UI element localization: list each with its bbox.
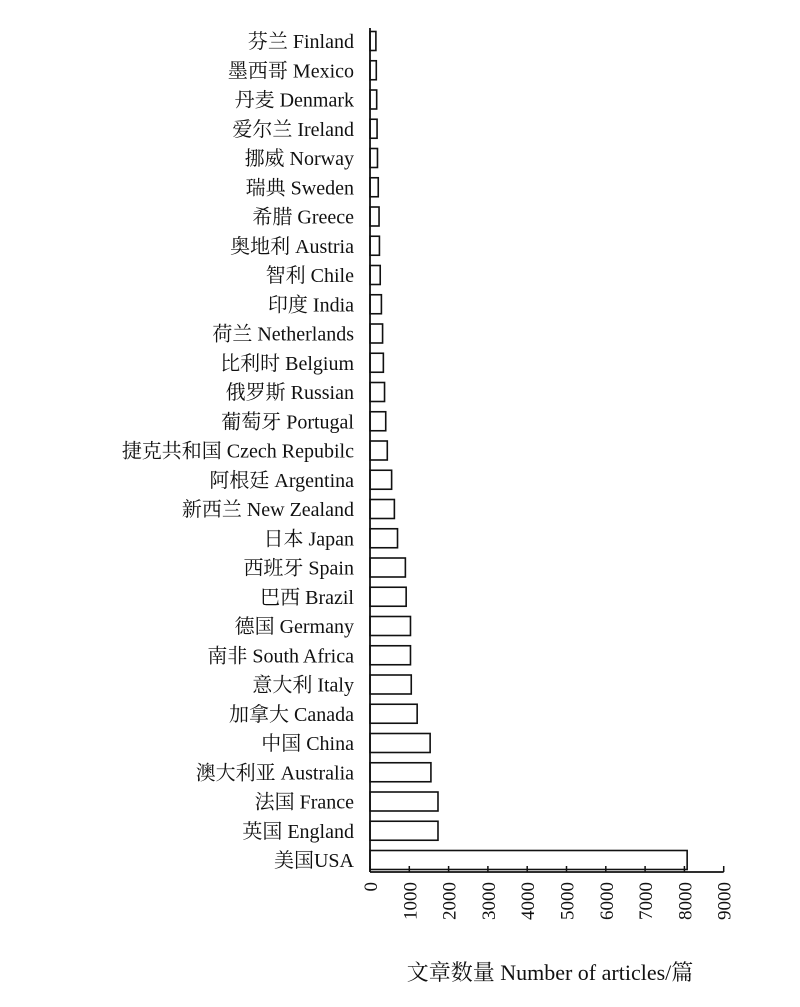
category-label: 加拿大 Canada: [229, 703, 354, 726]
bar: [370, 734, 430, 753]
category-label: 墨西哥 Mexico: [227, 60, 354, 83]
x-axis-title: 文章数量 Number of articles/篇: [406, 960, 694, 985]
axes: [361, 28, 736, 920]
category-label: 英国 England: [242, 820, 354, 843]
bar: [370, 851, 687, 870]
category-label: 西班牙 Spain: [243, 557, 354, 580]
category-label: 芬兰 Finland: [247, 31, 354, 53]
bar: [370, 558, 405, 577]
bar: [370, 441, 387, 460]
bar: [370, 353, 383, 372]
bar: [370, 470, 392, 489]
x-tick-label: 0: [361, 882, 382, 892]
category-label: 瑞典 Sweden: [245, 177, 354, 200]
category-label: 挪威 Norway: [244, 148, 354, 170]
category-label: 巴西 Brazil: [260, 586, 354, 609]
category-label: 新西兰 New Zealand: [181, 499, 354, 521]
bar: [370, 61, 376, 80]
bar: [370, 587, 406, 606]
x-tick-label: 7000: [636, 882, 658, 920]
category-label: 日本 Japan: [263, 528, 354, 551]
category-label: 俄罗斯 Russian: [225, 382, 354, 404]
bar: [370, 529, 398, 548]
bar: [370, 383, 385, 402]
category-label: 印度 India: [267, 294, 354, 317]
x-tick-label: 9000: [714, 882, 736, 920]
category-label: 比利时 Belgium: [220, 352, 354, 375]
bar: [370, 500, 394, 519]
category-labels: [122, 30, 355, 872]
x-tick-label: 5000: [557, 882, 579, 920]
category-label: 阿根廷 Argentina: [209, 469, 354, 492]
category-label: 荷兰 Netherlands: [212, 323, 354, 346]
bar: [370, 821, 438, 840]
bar: [370, 236, 379, 255]
category-label: 奥地利 Austria: [230, 235, 354, 258]
bar: [370, 90, 377, 109]
bar: [370, 119, 377, 138]
bars-layer: [370, 32, 687, 870]
bar: [370, 266, 380, 285]
x-tick-label: 3000: [478, 882, 500, 920]
x-tick-label: 2000: [439, 882, 461, 920]
bar: [370, 792, 438, 811]
category-label: 南非 South Africa: [207, 645, 354, 668]
x-tick-label: 1000: [400, 882, 422, 920]
category-label: 澳大利亚 Australia: [195, 762, 354, 785]
category-label: 丹麦 Denmark: [234, 89, 354, 112]
category-label: 捷克共和国 Czech Repubilc: [121, 440, 354, 463]
x-tick-label: 8000: [675, 882, 697, 920]
category-label: 意大利 Italy: [252, 674, 354, 697]
bar: [370, 178, 378, 197]
bar: [370, 617, 410, 636]
bar: [370, 763, 431, 782]
bar: [370, 675, 411, 694]
bar: [370, 646, 410, 665]
bar: [370, 324, 383, 343]
bar: [370, 295, 381, 314]
category-label: 法国 France: [254, 791, 354, 814]
category-label: 中国 China: [261, 733, 354, 755]
bar: [370, 149, 377, 168]
category-label: 希腊 Greece: [252, 206, 354, 229]
category-label: 爱尔兰 Ireland: [232, 118, 354, 141]
bar: [370, 412, 386, 431]
x-tick-label: 6000: [596, 882, 618, 920]
category-label: 美国USA: [273, 850, 354, 872]
category-label: 智利 Chile: [265, 265, 354, 287]
category-label: 德国 Germany: [234, 616, 354, 638]
bar: [370, 207, 379, 226]
bar: [370, 704, 417, 723]
category-label: 葡萄牙 Portugal: [221, 411, 354, 434]
x-tick-label: 4000: [518, 882, 540, 920]
